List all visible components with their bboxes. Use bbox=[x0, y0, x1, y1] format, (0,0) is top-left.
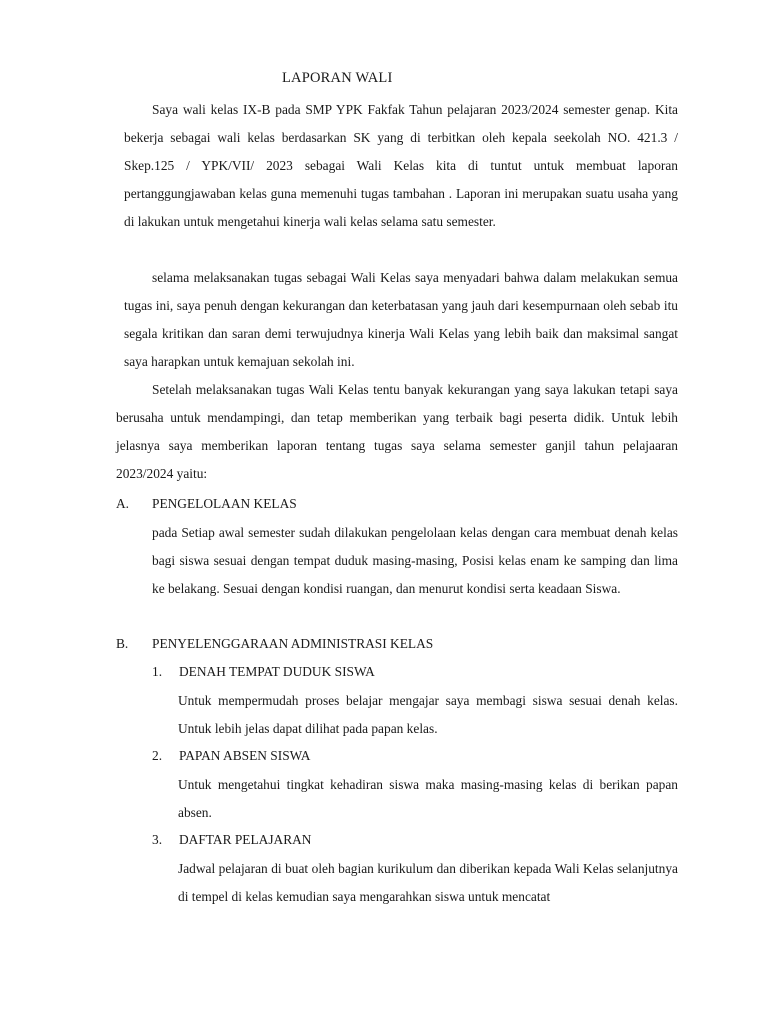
item-2-marker: 2. bbox=[152, 748, 163, 763]
item-1-title: DENAH TEMPAT DUDUK SISWA bbox=[179, 664, 375, 679]
section-b-title: PENYELENGGARAAN ADMINISTRASI KELAS bbox=[152, 636, 434, 651]
section-a-title: PENGELOLAAN KELAS bbox=[152, 496, 297, 511]
section-a-marker: A. bbox=[116, 496, 130, 511]
section-a-body: pada Setiap awal semester sudah dilakukan pengelolaan kelas dengan cara membuat denah kelas bagi siswa sesuai dengan tempat duduk masing-masing, Posisi kelas enam ke samping dan lima ke belakang. Sesuai dengan kondisi ruangan, dan menurut kondisi serta keadaan Siswa. bbox=[152, 525, 678, 596]
item-1-marker: 1. bbox=[152, 664, 163, 679]
item-3-title: DAFTAR PELAJARAN bbox=[179, 832, 312, 847]
second-paragraph: selama melaksanakan tugas sebagai Wali Kelas saya menyadari bahwa dalam melakukan semua tugas ini, saya penuh dengan kekurangan dan keterbatasan yang jauh dari kesempurnaan oleh sebab itu segala kritikan dan saran demi terwujudnya kinerja Wali Kelas yang lebih baik dan maksimal sangat saya harapkan untuk kemajuan sekolah ini. bbox=[124, 270, 678, 369]
section-b-marker: B. bbox=[116, 636, 129, 651]
item-3-body: Jadwal pelajaran di buat oleh bagian kurikulum dan diberikan kepada Wali Kelas selanjutnya di tempel di kelas kemudian saya mengarahkan siswa untuk mencatat bbox=[178, 861, 678, 904]
document-title: LAPORAN WALI bbox=[282, 70, 393, 86]
third-paragraph: Setelah melaksanakan tugas Wali Kelas tentu banyak kekurangan yang saya lakukan tetapi saya berusaha untuk mendampingi, dan tetap memberikan yang terbaik bagi peserta didik. Untuk lebih jelasnya saya memberikan laporan tentang tugas saya selama semester ganjil tahun pelajaaran 2023/2024 yaitu: bbox=[116, 382, 678, 481]
item-2-title: PAPAN ABSEN SISWA bbox=[179, 748, 311, 763]
item-2-body: Untuk mengetahui tingkat kehadiran siswa maka masing-masing kelas di berikan papan absen. bbox=[178, 777, 678, 820]
item-3-marker: 3. bbox=[152, 832, 163, 847]
intro-paragraph: Saya wali kelas IX-B pada SMP YPK Fakfak Tahun pelajaran 2023/2024 semester genap. Kita bekerja sebagai wali kelas berdasarkan SK yang di terbitkan oleh kepala seekolah NO. 421.3 / Skep.125 / YPK/VII/ 2023 sebagai Wali Kelas kita di tuntut untuk membuat laporan pertanggungjawaban kelas guna memenuhi tugas tambahan . Laporan ini merupakan suatu usaha yang di lakukan untuk mengetahui kinerja wali kelas selama satu semester. bbox=[124, 102, 678, 229]
item-1-body: Untuk mempermudah proses belajar mengajar saya membagi siswa sesuai denah kelas. Untuk lebih jelas dapat dilihat pada papan kelas. bbox=[178, 693, 678, 736]
